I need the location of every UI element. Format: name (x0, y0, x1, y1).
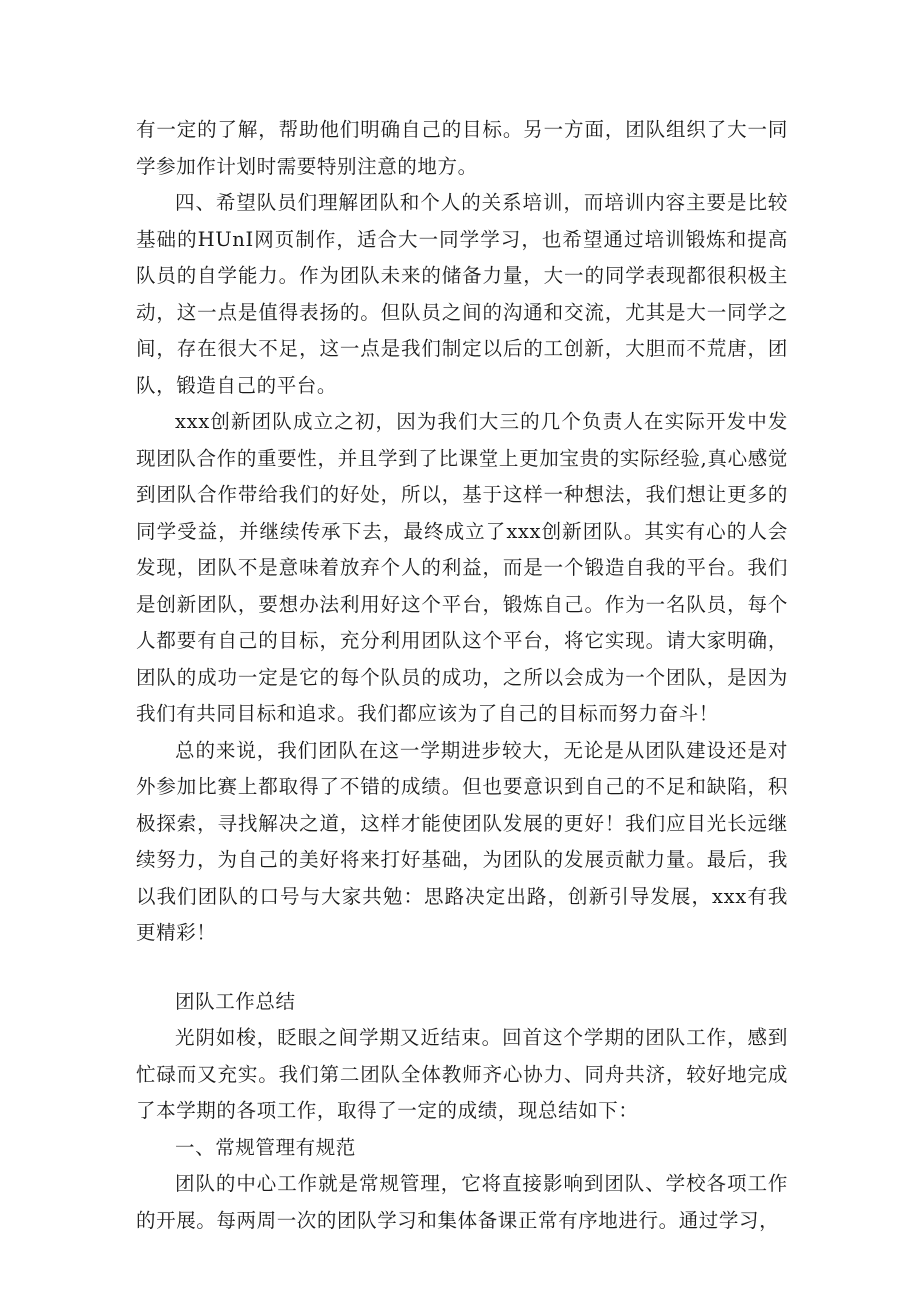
paragraph-intro: 光阴如梭，眨眼之间学期又近结束。回首这个学期的团队工作，感到忙碌而又充实。我们第二团队全体教师齐心协力、同舟共济，较好地完成了本学期的各项工作，取得了一定的成绩，现总结如下： (136, 1026, 788, 1122)
subheading-routine-management: 一、常规管理有规范 (175, 1135, 356, 1159)
paragraph-team-founding: xxx创新团队成立之初，因为我们大三的几个负责人在实际开发中发现团队合作的重要性，并且学到了比课堂上更加宝贵的实际经验,真心感觉到团队合作带给我们的好处，所以，基于这样一种想法，我们想让更多的同学受益，并继续传承下去，最终成立了xxx创新团队。其实有心的人会发现，团队不是意味着放弃个人的利益，而是一个锻造自我的平台。我们是创新团队，要想办法利用好这个平台，锻炼自己。作为一名队员，每个人都要有自己的目标，充分利用团队这个平台，将它实现。请大家明确，团队的成功一定是它的每个队员的成功，之所以会成为一个团队，是因为我们有共同目标和追求。我们都应该为了自己的目标而努力奋斗！ (136, 410, 788, 725)
section-gap (136, 952, 788, 984)
section-title: 团队工作总结 (175, 989, 296, 1013)
paragraph-training: 四、希望队员们理解团队和个人的关系培训，而培训内容主要是比较基础的HUnI网页制作，适合大一同学学习，也希望通过培训锻炼和提高队员的自学能力。作为团队未来的储备力量，大一的同学表现都很积极主动，这一点是值得表扬的。但队员之间的沟通和交流，尤其是大一同学之间，存在很大不足，这一点是我们制定以后的工创新，大胆而不荒唐，团队，锻造自己的平台。 (136, 191, 788, 397)
paragraph-routine-management: 团队的中心工作就是常规管理，它将直接影响到团队、学校各项工作的开展。每两周一次的团队学习和集体备课正常有序地进行。通过学习， (136, 1172, 788, 1232)
document-body (136, 112, 788, 1239)
paragraph-conclusion: 总的来说，我们团队在这一学期进步较大，无论是从团队建设还是对外参加比赛上都取得了不错的成绩。但也要意识到自己的不足和缺陷，积极探索，寻找解决之道，这样才能使团队发展的更好！我们应目光长远继续努力，为自己的美好将来打好基础，为团队的发展贡献力量。最后，我以我们团队的口号与大家共勉：思路决定出路，创新引导发展，xxx有我更精彩！ (136, 738, 788, 944)
paragraph-continuation: 有一定的了解，帮助他们明确自己的目标。另一方面，团队组织了大一同学参加作计划时需要特别注意的地方。 (136, 118, 788, 178)
